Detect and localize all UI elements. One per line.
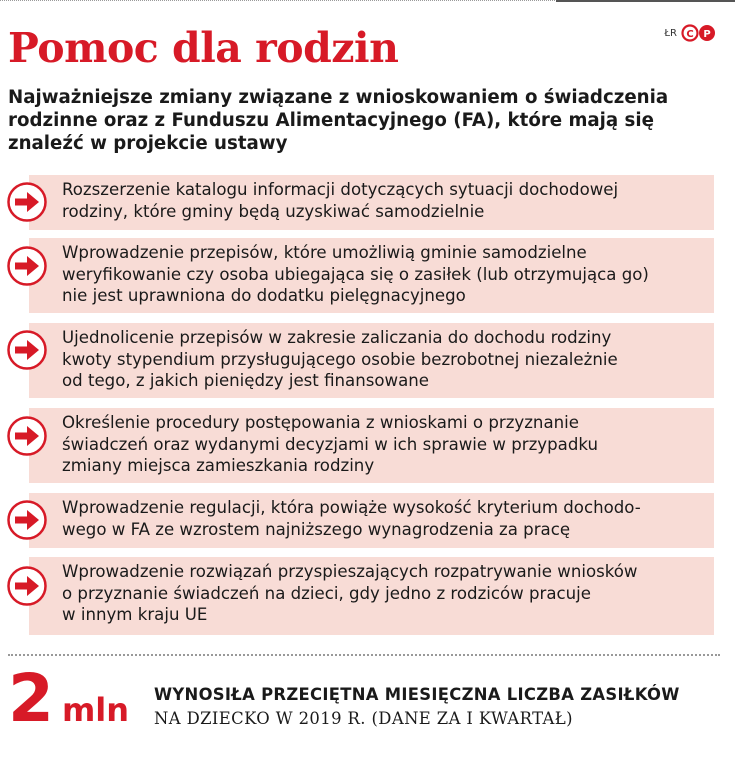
arrow-right-circle-icon <box>7 566 47 606</box>
item-text: Ujednolicenie przepisów w zakresie zaliczania do dochodu rodziny kwoty stypendium przysługującego osobie bezrobotnej niezależnie od tego, z jakich pieniędzy jest finansowane <box>62 328 618 390</box>
list-item <box>7 408 714 483</box>
author-initials: ŁR <box>664 27 677 39</box>
item-text: Rozszerzenie katalogu informacji dotyczących sytuacji dochodowej rodziny, które gminy będą uzyskiwać samodzielnie <box>62 180 619 221</box>
logo-letter-c: C <box>686 29 694 40</box>
stat-caption <box>154 683 729 731</box>
list-item <box>7 238 714 313</box>
list-item <box>7 557 714 635</box>
page-title: Pomoc dla rodzin <box>8 24 399 72</box>
list-item <box>7 175 714 230</box>
bottom-divider <box>8 654 720 656</box>
list-item <box>7 493 714 548</box>
arrow-right-circle-icon <box>7 182 47 222</box>
item-text: Wprowadzenie rozwiązań przyspieszających rozpatrywanie wniosków o przyznanie świadczeń na dzieci, gdy jedno z rodziców pracuje w innym kraju UE <box>62 562 638 624</box>
item-text: Określenie procedury postępowania z wnioskami o przyznanie świadczeń oraz wydanymi decyzjami w ich sprawie w przypadku zmiany miejsca zamieszkania rodziny <box>62 413 598 475</box>
stat-caption-line2: NA DZIECKO W 2019 R. (DANE ZA I KWARTAŁ) <box>154 709 573 728</box>
stat-unit: mln <box>61 691 130 729</box>
arrow-right-circle-icon <box>7 416 47 456</box>
page-subtitle: Najważniejsze zmiany związane z wnioskowaniem o świadczenia rodzinne oraz z Funduszu Alimentacyjnego (FA), które mają się znaleźć w projekcie ustawy <box>8 87 669 154</box>
list-item <box>7 323 714 398</box>
logo-letter-p: P <box>703 29 711 40</box>
stat-number: 2 <box>8 660 52 737</box>
stat-figure <box>8 660 130 737</box>
arrow-right-circle-icon <box>7 330 47 370</box>
item-text: Wprowadzenie przepisów, które umożliwią gminie samodzielne weryfikowanie czy osoba ubiegająca się o zasiłek (lub otrzymująca go) nie jest uprawniona do dodatku pielęgnacyjnego <box>62 243 649 305</box>
arrow-right-circle-icon <box>7 246 47 286</box>
arrow-right-circle-icon <box>7 500 47 540</box>
item-text: Wprowadzenie regulacji, która powiąże wysokość kryterium dochodo- wego w FA ze wzrostem najniższego wynagrodzenia za pracę <box>62 498 641 539</box>
stat-caption-line1: WYNOSIŁA PRZECIĘTNA MIESIĘCZNA LICZBA ZASIŁKÓW <box>154 685 680 704</box>
